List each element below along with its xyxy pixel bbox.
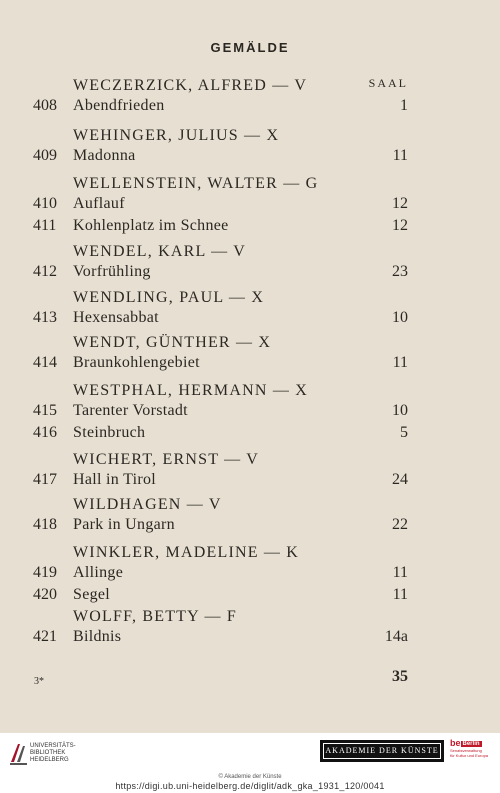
work-row <box>0 193 500 215</box>
work-number: 410 <box>33 195 57 212</box>
room-number: 10 <box>392 309 408 326</box>
work-row <box>0 469 500 491</box>
work-title: Allinge <box>73 564 124 581</box>
work-title: Auflauf <box>73 195 125 212</box>
page-number: 35 <box>392 668 408 685</box>
copyright-credit: © Akademie der Künste <box>218 774 282 780</box>
artist-name: WEHINGER, JULIUS — X <box>73 127 280 144</box>
work-number: 420 <box>33 586 57 603</box>
room-number: 11 <box>392 564 408 581</box>
artist-row <box>0 241 500 263</box>
artist-name: WELLENSTEIN, WALTER — G <box>73 175 319 192</box>
work-row <box>0 352 500 374</box>
artist-name: WOLFF, BETTY — F <box>73 608 237 625</box>
artist-name: WESTPHAL, HERMANN — X <box>73 382 308 399</box>
work-number: 421 <box>33 628 57 645</box>
room-number: 12 <box>392 195 408 212</box>
work-title: Hall in Tirol <box>73 471 157 488</box>
work-title: Hexensabbat <box>73 309 159 326</box>
ub-logo-text: UNIVERSITÄTS- BIBLIOTHEK HEIDELBERG <box>30 743 76 763</box>
room-number: 12 <box>392 217 408 234</box>
berlin-logo-prefix: be <box>450 738 461 748</box>
work-title: Vorfrühling <box>73 263 151 280</box>
artist-row <box>0 449 500 471</box>
artist-name: WINKLER, MADELINE — K <box>73 544 300 561</box>
work-number: 414 <box>33 354 57 371</box>
work-row <box>0 626 500 648</box>
work-title: Braunkohlengebiet <box>73 354 200 371</box>
work-number: 415 <box>33 402 57 419</box>
viewer-footer <box>0 733 500 793</box>
work-row <box>0 400 500 422</box>
artist-row <box>0 606 500 628</box>
room-number: 24 <box>392 471 408 488</box>
ub-logo-icon <box>8 740 30 766</box>
room-number: 1 <box>400 97 408 114</box>
artist-row <box>0 125 500 147</box>
room-number: 23 <box>392 263 408 280</box>
artist-name: WILDHAGEN — V <box>73 496 222 513</box>
work-title: Steinbruch <box>73 424 146 441</box>
work-row <box>0 514 500 536</box>
work-row <box>0 584 500 606</box>
artist-row <box>0 75 500 97</box>
page-heading: GEMÄLDE <box>210 40 290 55</box>
work-title: Kohlenplatz im Schnee <box>73 217 229 234</box>
work-number: 418 <box>33 516 57 533</box>
work-number: 408 <box>33 97 57 114</box>
work-row <box>0 215 500 237</box>
room-number: 11 <box>392 354 408 371</box>
work-row <box>0 422 500 444</box>
ub-heidelberg-logo[interactable] <box>8 740 76 770</box>
work-number: 416 <box>33 424 57 441</box>
work-row <box>0 307 500 329</box>
room-number: 5 <box>400 424 408 441</box>
artist-row <box>0 494 500 516</box>
work-number: 412 <box>33 263 57 280</box>
work-number: 417 <box>33 471 57 488</box>
room-number: 11 <box>392 147 408 164</box>
signature-mark: 3* <box>34 676 44 687</box>
artist-row <box>0 173 500 195</box>
artist-name: WECZERZICK, ALFRED — V <box>73 77 308 94</box>
academy-logo[interactable]: AKADEMIE DER KÜNSTE <box>320 740 444 762</box>
room-number: 22 <box>392 516 408 533</box>
room-number: 10 <box>392 402 408 419</box>
work-row <box>0 145 500 167</box>
artist-name: WICHERT, ERNST — V <box>73 451 259 468</box>
room-number: 11 <box>392 586 408 603</box>
work-row <box>0 95 500 117</box>
berlin-logo-tag: Berlin <box>462 740 480 747</box>
work-title: Segel <box>73 586 111 603</box>
artist-row <box>0 542 500 564</box>
artist-row <box>0 332 500 354</box>
work-number: 409 <box>33 147 57 164</box>
work-row <box>0 562 500 584</box>
work-title: Tarenter Vorstadt <box>73 402 188 419</box>
artist-name: WENDEL, KARL — V <box>73 243 246 260</box>
room-column-label: SAAL <box>368 76 408 90</box>
artist-name: WENDLING, PAUL — X <box>73 289 265 306</box>
work-title: Bildnis <box>73 628 122 645</box>
artist-row <box>0 287 500 309</box>
berlin-logo[interactable] <box>450 738 494 768</box>
room-number: 14a <box>384 628 408 645</box>
work-number: 413 <box>33 309 57 326</box>
work-title: Park in Ungarn <box>73 516 175 533</box>
work-title: Madonna <box>73 147 136 164</box>
artist-row <box>0 380 500 402</box>
berlin-logo-subtitle: Senatsverwaltung für Kultur und Europa <box>450 748 489 758</box>
work-number: 419 <box>33 564 57 581</box>
work-row <box>0 261 500 283</box>
permalink-url[interactable]: https://digi.ub.uni-heidelberg.de/diglit/adk_gka_1931_120/0041 <box>115 781 385 791</box>
artist-name: WENDT, GÜNTHER — X <box>73 334 272 351</box>
work-number: 411 <box>33 217 57 234</box>
work-title: Abendfrieden <box>73 97 165 114</box>
